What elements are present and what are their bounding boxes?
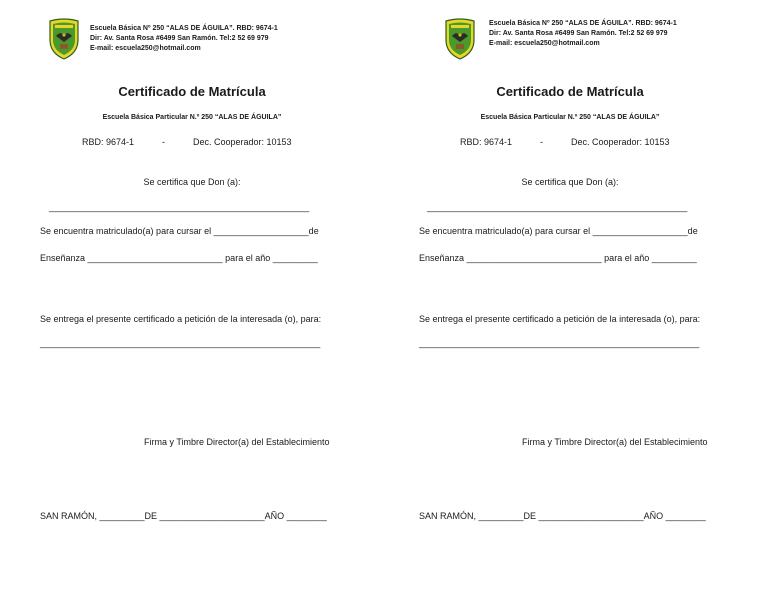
certificate-subtitle: Escuela Básica Particular N.º 250 “ALAS DE ÁGUILA” [480, 114, 660, 121]
certificate-subtitle: Escuela Básica Particular N.º 250 “ALAS DE ÁGUILA” [102, 114, 282, 121]
school-shield-logo-icon [444, 18, 476, 60]
entrega-text: Se entrega el presente certificado a petición de la interesada (o), para: [419, 314, 701, 324]
school-header [90, 24, 278, 54]
header-email: E-mail: escuela250@hotmail.com [90, 45, 201, 52]
certificate-title: Certificado de Matrícula [118, 84, 266, 99]
fecha-line: SAN RAMÓN, _________DE _____________________AÑO ________ [40, 511, 327, 521]
matriculado-line: Se encuentra matriculado(a) para cursar el ___________________de [40, 226, 319, 236]
rbd-separator: - [162, 137, 165, 147]
rbd-separator: - [540, 137, 543, 147]
rbd-text: RBD: 9674-1 [460, 137, 513, 147]
rbd-text: RBD: 9674-1 [82, 137, 135, 147]
header-email: E-mail: escuela250@hotmail.com [489, 40, 600, 47]
fecha-line: SAN RAMÓN, _________DE _____________________AÑO ________ [419, 511, 706, 521]
ensenanza-line: Enseñanza ___________________________ para el año _________ [40, 253, 318, 263]
header-school-name: Escuela Básica Nº 250 “ALAS DE ÁGUILA”. RBD: 9674-1 [90, 25, 278, 32]
entrega-text: Se entrega el presente certificado a petición de la interesada (o), para: [40, 314, 322, 324]
certificate-title: Certificado de Matrícula [496, 84, 644, 99]
header-address: Dir: Av. Santa Rosa #6499 San Ramón. Tel:2 52 69 979 [90, 35, 269, 42]
name-blank-line: ____________________________________________________ [427, 202, 688, 212]
school-shield-logo-icon [48, 18, 80, 60]
certificate-right [378, 0, 762, 594]
header-address: Dir: Av. Santa Rosa #6499 San Ramón. Tel:2 52 69 979 [489, 30, 668, 37]
firma-text: Firma y Timbre Director(a) del Establecimiento [522, 437, 708, 447]
dec-cooperador-text: Dec. Cooperador: 10153 [193, 137, 292, 147]
ensenanza-line: Enseñanza ___________________________ para el año _________ [419, 253, 697, 263]
firma-text: Firma y Timbre Director(a) del Establecimiento [144, 437, 330, 447]
matriculado-line: Se encuentra matriculado(a) para cursar el ___________________de [419, 226, 698, 236]
name-blank-line: ____________________________________________________ [49, 202, 310, 212]
certifica-text: Se certifica que Don (a): [143, 177, 241, 187]
para-blank-line: ________________________________________________________ [419, 338, 700, 348]
dec-cooperador-text: Dec. Cooperador: 10153 [571, 137, 670, 147]
school-header [489, 19, 677, 49]
header-school-name: Escuela Básica Nº 250 “ALAS DE ÁGUILA”. RBD: 9674-1 [489, 20, 677, 27]
certifica-text: Se certifica que Don (a): [521, 177, 619, 187]
para-blank-line: ________________________________________________________ [40, 338, 321, 348]
